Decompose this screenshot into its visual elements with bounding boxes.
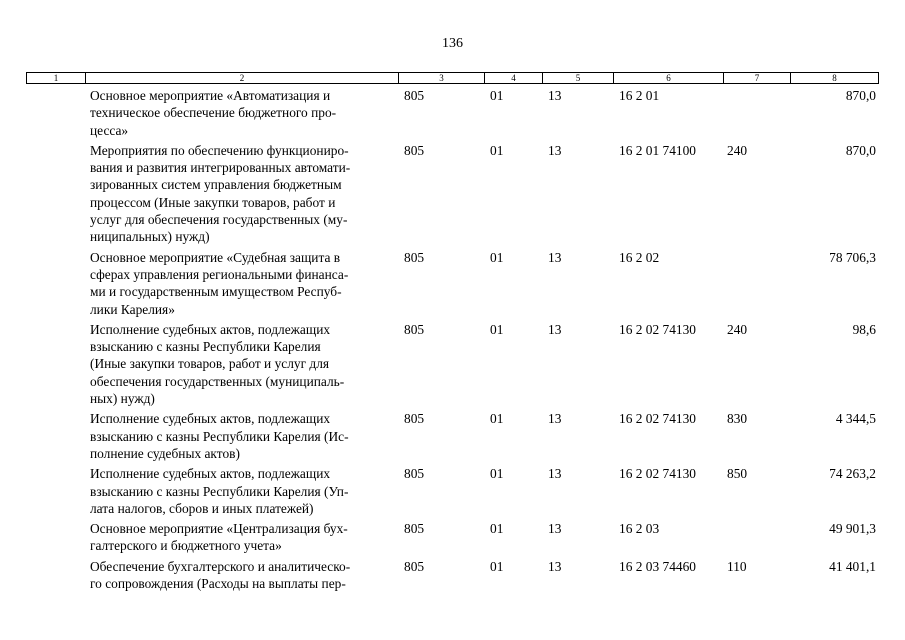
- row-pr: 13: [548, 558, 562, 574]
- table-row: [0, 84, 905, 139]
- row-pr: 13: [548, 466, 562, 482]
- header-col-8: 8: [790, 73, 878, 83]
- row-name-line: лата налогов, сборов и иных платежей): [90, 500, 314, 516]
- row-name-line: Исполнение судебных актов, подлежащих: [90, 411, 331, 427]
- row-name-line: техническое обеспечение бюджетного про-: [90, 105, 337, 121]
- row-name-line: Основное мероприятие «Судебная защита в: [90, 249, 341, 265]
- table-row: [0, 318, 905, 408]
- row-sum: 4 344,5: [835, 411, 876, 427]
- row-vr: 240: [727, 142, 748, 158]
- row-csr: 16 2 02 74130: [619, 411, 696, 427]
- row-vr: 110: [727, 558, 747, 574]
- row-name: [90, 249, 390, 318]
- row-csr: 16 2 03 74460: [619, 558, 696, 574]
- row-name: [90, 465, 390, 517]
- row-csr: 16 2 02: [619, 249, 660, 265]
- row-pr: 13: [548, 249, 562, 265]
- row-rz: 01: [490, 466, 504, 482]
- page-number: 136: [442, 36, 463, 51]
- row-vr: 240: [727, 321, 748, 337]
- table-row: [0, 517, 905, 555]
- row-name-line: зированных систем управления бюджетным: [90, 177, 342, 193]
- row-name-line: взысканию с казны Республики Карелия: [90, 339, 321, 355]
- header-col-1: 1: [53, 73, 59, 83]
- row-csr: 16 2 03: [619, 521, 660, 537]
- row-rz: 01: [490, 249, 504, 265]
- header-col-3: 3: [398, 73, 484, 83]
- row-sum: 78 706,3: [829, 249, 876, 265]
- row-name-line: лики Карелия»: [90, 301, 175, 317]
- row-rz: 01: [490, 521, 504, 537]
- row-name-line: Исполнение судебных актов, подлежащих: [90, 466, 331, 482]
- row-pr: 13: [548, 88, 562, 103]
- row-sum: 41 401,1: [829, 558, 876, 574]
- row-name: [90, 558, 390, 593]
- row-name-line: сферах управления региональными финанса-: [90, 266, 349, 282]
- row-name: [90, 142, 390, 246]
- row-name-line: ми и государственным имуществом Респуб-: [90, 284, 342, 300]
- row-gr: 805: [404, 249, 425, 265]
- row-name-line: вания и развития интегрированных автомати-: [90, 160, 351, 176]
- row-rz: 01: [490, 142, 504, 158]
- row-name-line: (Иные закупки товаров, работ и услуг для: [90, 356, 330, 372]
- header-col-2: 2: [85, 73, 398, 83]
- row-name-line: Основное мероприятие «Централизация бух-: [90, 521, 348, 537]
- row-sum: 870,0: [845, 88, 876, 103]
- row-csr: 16 2 02 74130: [619, 466, 696, 482]
- table-body: [0, 84, 905, 592]
- row-name-line: ниципальных) нужд): [90, 229, 210, 245]
- row-gr: 805: [404, 558, 425, 574]
- table-row: [0, 555, 905, 593]
- table-row: [0, 246, 905, 318]
- row-gr: 805: [404, 466, 425, 482]
- row-rz: 01: [490, 558, 504, 574]
- row-name-line: цесса»: [90, 122, 129, 138]
- row-name-line: ных) нужд): [90, 391, 155, 407]
- row-sum: 49 901,3: [829, 521, 876, 537]
- row-name-line: Мероприятия по обеспечению функциониро-: [90, 142, 349, 158]
- row-sum: 870,0: [845, 142, 876, 158]
- table-header: [26, 72, 879, 84]
- header-col-5: 5: [542, 73, 613, 83]
- row-name-line: процессом (Иные закупки товаров, работ и: [90, 194, 336, 210]
- row-gr: 805: [404, 142, 425, 158]
- row-gr: 805: [404, 88, 425, 103]
- row-name-line: Исполнение судебных актов, подлежащих: [90, 321, 331, 337]
- row-name-line: Обеспечение бухгалтерского и аналитическо-: [90, 558, 351, 574]
- row-rz: 01: [490, 88, 504, 103]
- row-name-line: взысканию с казны Республики Карелия (Ис-: [90, 428, 349, 444]
- table-row: [0, 139, 905, 246]
- header-col-6: 6: [613, 73, 723, 83]
- row-name: [90, 520, 390, 555]
- row-name-line: го сопровождения (Расходы на выплаты пер-: [90, 576, 346, 592]
- header-col-7: 7: [723, 73, 790, 83]
- row-csr: 16 2 01 74100: [619, 142, 696, 158]
- row-vr: 830: [727, 411, 748, 427]
- row-csr: 16 2 01: [619, 88, 660, 103]
- row-pr: 13: [548, 521, 562, 537]
- row-gr: 805: [404, 411, 425, 427]
- table-row: [0, 407, 905, 462]
- table-row: [0, 462, 905, 517]
- row-name-line: галтерского и бюджетного учета»: [90, 538, 282, 554]
- header-col-4: 4: [484, 73, 542, 83]
- row-name-line: Основное мероприятие «Автоматизация и: [90, 88, 331, 103]
- row-rz: 01: [490, 321, 504, 337]
- row-rz: 01: [490, 411, 504, 427]
- row-name: [90, 87, 390, 139]
- row-pr: 13: [548, 411, 562, 427]
- row-sum: 74 263,2: [829, 466, 876, 482]
- row-name-line: взысканию с казны Республики Карелия (Уп-: [90, 483, 349, 499]
- row-pr: 13: [548, 321, 562, 337]
- row-name-line: полнение судебных актов): [90, 445, 240, 461]
- row-vr: 850: [727, 466, 748, 482]
- row-name: [90, 410, 390, 462]
- row-csr: 16 2 02 74130: [619, 321, 696, 337]
- row-name: [90, 321, 390, 407]
- row-gr: 805: [404, 521, 425, 537]
- row-pr: 13: [548, 142, 562, 158]
- row-name-line: обеспечения государственных (муниципаль-: [90, 373, 345, 389]
- row-sum: 98,6: [852, 321, 876, 337]
- row-gr: 805: [404, 321, 425, 337]
- row-name-line: услуг для обеспечения государственных (му-: [90, 212, 348, 228]
